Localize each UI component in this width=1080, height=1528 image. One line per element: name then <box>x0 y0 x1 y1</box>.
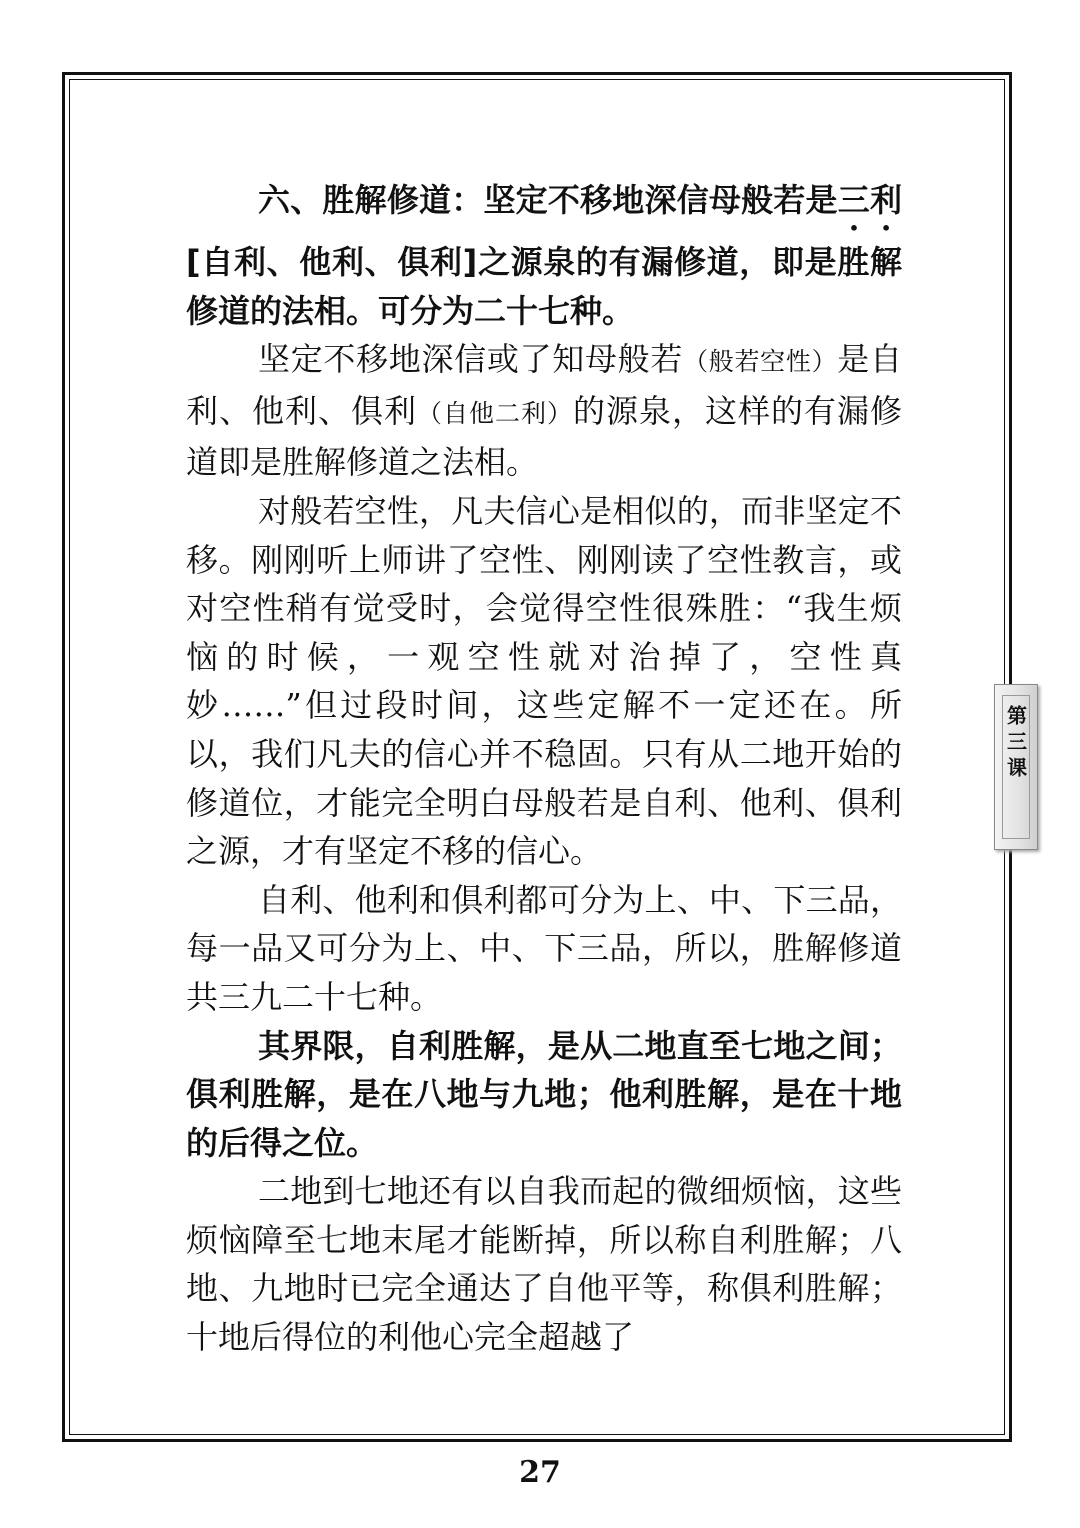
commentary-paragraph: 二地到七地还有以自我而起的微细烦恼，这些烦恼障至七地末尾才能断掉，所以称自利胜解；八地、九地时已完全通达了自他平等，称俱利胜解；十地后得位的利他心完全超越了 <box>186 1172 902 1357</box>
chapter-side-tab <box>994 684 1038 850</box>
root-text-paragraph: 其界限，自利胜解，是从二地直至七地之间；俱利胜解，是在八地与九地；他利胜解，是在十地的后得之位。 <box>186 1026 902 1162</box>
chapter-label: 第三课 <box>1003 705 1028 783</box>
heading-part: [自利、他利、俱利]之源泉的有漏修道，即是胜解修道的法相。可分为二十七种。 <box>186 243 902 330</box>
page-number: 27 <box>519 1455 561 1490</box>
paragraph-part: 的源泉，这样的有漏修道即是胜解修道之法相。 <box>186 391 902 482</box>
heading-emphasized-term: 三利 <box>837 181 902 219</box>
commentary-paragraph <box>186 335 902 487</box>
commentary-paragraph: 自利、他利和俱利都可分为上、中、下三品，每一品又可分为上、中、下三品，所以，胜解修道共三九二十七种。 <box>186 880 902 1016</box>
inline-note: （般若空性） <box>683 347 838 377</box>
inline-note: （自他二利） <box>417 398 573 428</box>
commentary-paragraph: 对般若空性，凡夫信心是相似的，而非坚定不移。刚刚听上师讲了空性、刚刚读了空性教言，或对空性稍有觉受时，会觉得空性很殊胜：“我生烦恼的时候，一观空性就对治掉了，空性真妙……”但过段时间，这些定解不一定还在。所以，我们凡夫的信心并不稳固。只有从二地开始的修道位，才能完全明白母般若是自利、他利、俱利之源，才有坚定不移的信心。 <box>186 491 902 871</box>
heading-part: 六、胜解修道：坚定不移地深信母般若是 <box>258 181 838 219</box>
paragraph-part: 坚定不移地深信或了知母般若 <box>258 340 684 379</box>
root-text-heading <box>186 176 902 335</box>
paragraph-part: 是自利、他利、俱利 <box>186 340 902 430</box>
page-body <box>186 176 902 1362</box>
